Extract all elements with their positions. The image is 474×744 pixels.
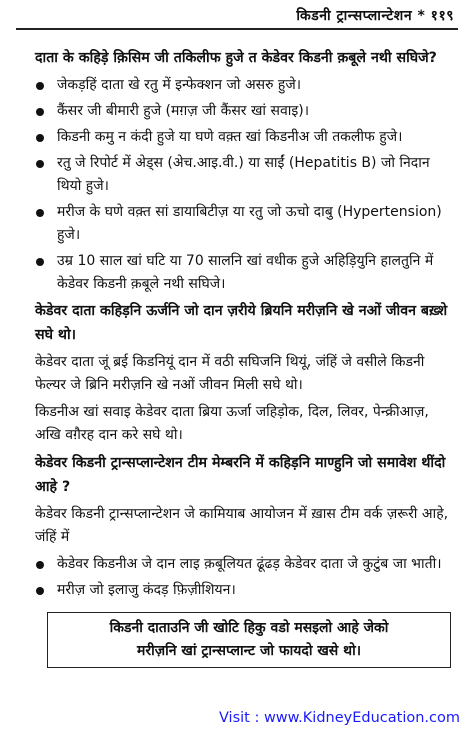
list-item [35,100,457,123]
website-link[interactable]: Visit : www.KidneyEducation.com [218,710,460,726]
list-item [35,579,457,602]
page-content [35,46,457,668]
bullet-icon [36,209,44,217]
bullet-icon [36,82,44,90]
list-item-text: मरीज़ जो इलाजु कंदड़ फ़िज़ीशियन। [57,582,236,598]
bullet-icon [36,108,44,116]
highlight-box [47,612,451,668]
list-item [35,152,457,198]
list-item [35,201,457,247]
list-item-text: जेकड़हिं दाता खे रतु में इन्फेक्शन जो असरु हुजे। [57,77,302,93]
list-item-text: मरीज के घणे वक़्त सां डायाबिटीज़ या रतु जो ऊचो दाबु (Hypertension) हुजे। [57,204,442,243]
question-heading: केडेवर किडनी ट्रान्सप्लान्टेशन टीम मेम्बरनि में कहिड़नि माण्हुनि जो समावेश थींदो आहे ? [35,455,446,495]
list-item [35,553,457,576]
list-item [35,250,457,296]
list-item [35,126,457,149]
bullet-icon [36,258,44,266]
highlight-line: मरीज़नि खां ट्रान्सप्लान्ट जो फायदो खसे थो। [136,643,362,659]
highlight-line: किडनी दाताउनि जी खोटि हिकु वडो मसइलो आहे जेको [109,620,389,636]
paragraph: केडेवर किडनी ट्रान्सप्लान्टेशन जे कामियाब आयोजन में ख़ास टीम वर्क ज़रूरी आहे, जंहिं में [35,506,449,545]
bullet-icon [36,160,44,168]
bullet-icon [36,561,44,569]
question-heading: केडेवर दाता कहिड़नि ऊर्जनि जो दान ज़रीये ब्रियनि मरीज़नि खे नओं जीवन बख़्शे सघे थो। [35,303,448,343]
running-header: किडनी ट्रान्सप्लान्टेशन * ११९ [296,8,454,24]
bullet-icon [36,587,44,595]
list-item-text: किडनी कमु न कंदी हुजे या घणे वक़्त खां किडनीअ जी तकलीफ हुजे। [57,129,403,145]
paragraph: केडेवर दाता जूं ब्रई किडनियूं दान में वठी सघिजनि थियूं, जंहिं जे वसीले किडनी फेल्यर जे ब्रिनि मरीज़नि खे नओं जीवन मिली सघे थो। [35,354,425,393]
question-heading: दाता के कहिड़े क़िसिम जी तकिलीफ हुजे त केडेवर किडनी क़बूले नथी सघिजे? [35,50,437,66]
list-item [35,74,457,97]
paragraph: किडनीअ खां सवाइ केडेवर दाता ब्रिया ऊर्जा जहिड़ोक, दिल, लिवर, पेन्क्रीआज़, अखि वग़ैरह दान करे सघे थो। [35,404,429,443]
list-item-text: रतु जे रिपोर्ट में अेड्स (अेच.आइ.वी.) या साईं (Hepatitis B) जो निदान थियो हुजे। [57,155,430,194]
list-item-text: कैंसर जी बीमारी हुजे (मग़ज़ जी कैंसर खां सवाइ)। [57,103,310,119]
list-item-text: केडेवर किडनीअ जे दान लाइ क़बूलियत ढूंढड़ केडेवर दाता जे कुटुंब जा भाती। [57,556,442,572]
header-rule [16,28,458,30]
bullet-icon [36,134,44,142]
list-item-text: उम्र 10 साल खां घटि या 70 सालनि खां वधीक हुजे अहिड़ियुनि हालतुनि में केडेवर किडनी क़बूले नथी सघिजे। [57,253,434,292]
